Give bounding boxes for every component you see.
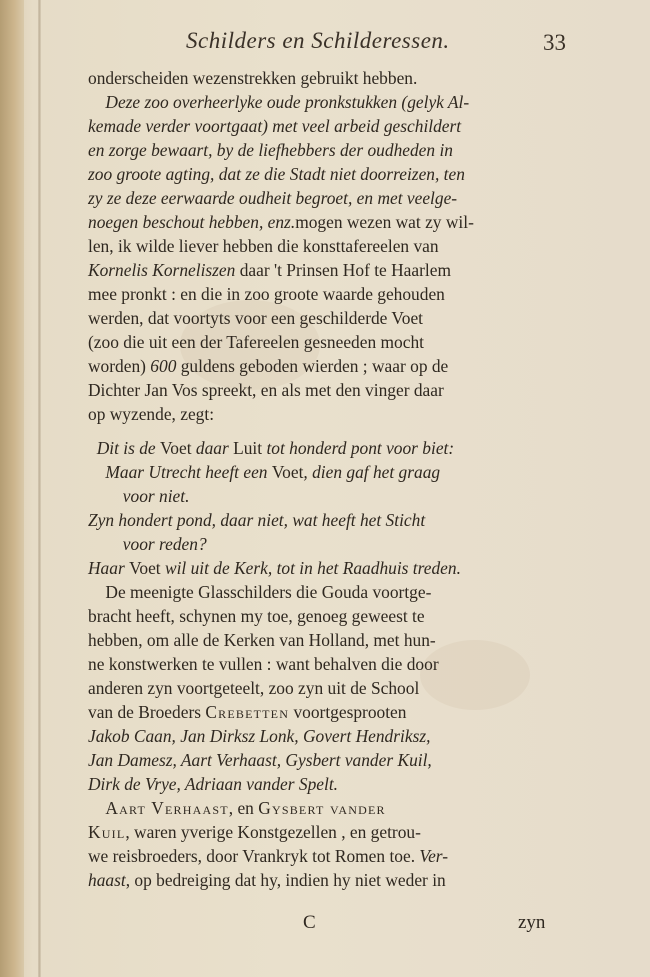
text-segment: Aart Verhaast <box>105 798 229 818</box>
text-segment: Ver- <box>419 846 449 866</box>
text-segment: daar 't Prinsen Hof te Haarlem <box>235 260 451 280</box>
text-line <box>88 162 566 186</box>
text-segment: mee pronkt : en die in zoo groote waarde gehouden <box>88 284 445 304</box>
text-line <box>88 604 566 628</box>
text-segment: haast <box>88 870 126 890</box>
running-head: Schilders en Schilderessen. <box>186 28 450 53</box>
text-segment: Voet <box>129 558 161 578</box>
line-gap <box>88 426 566 436</box>
text-segment: voortgesprooten <box>289 702 407 722</box>
text-segment: voor reden? <box>88 534 207 554</box>
text-segment: anderen zyn voortgeteelt, zoo zyn uit de School <box>88 678 420 698</box>
text-line <box>88 138 566 162</box>
text-line <box>88 402 566 426</box>
text-line <box>88 556 566 580</box>
text-line <box>88 844 566 868</box>
text-segment: bracht heeft, schynen my toe, genoeg geweest te <box>88 606 425 626</box>
text-line <box>88 66 566 90</box>
text-segment: Dichter Jan Vos spreekt, en als met den vinger daar <box>88 380 444 400</box>
text-line <box>88 724 566 748</box>
text-line <box>88 114 566 138</box>
text-segment: werden, dat voortyts voor een geschilderde Voet <box>88 308 423 328</box>
text-line <box>88 748 566 772</box>
text-segment: tot honderd pont voor biet: <box>262 438 455 458</box>
text-line <box>88 532 566 556</box>
text-line <box>88 306 566 330</box>
text-line <box>88 676 566 700</box>
text-segment: wil uit de Kerk, tot in het Raadhuis treden. <box>160 558 461 578</box>
text-segment: kemade verder voortgaat) met veel arbeid geschildert <box>88 116 462 136</box>
text-segment: en zorge bewaart, by de liefhebbers der oudheden in <box>88 140 453 160</box>
text-segment: hebben, om alle de Kerken van Holland, met hun- <box>88 630 436 650</box>
text-segment: (zoo die uit een der Tafereelen gesneeden mocht <box>88 332 424 352</box>
text-line <box>88 378 566 402</box>
text-segment: Crebetten <box>205 702 290 722</box>
text-segment: voor niet. <box>88 486 190 506</box>
text-line <box>88 330 566 354</box>
text-segment: Gysbert vander <box>258 798 386 818</box>
text-line <box>88 234 566 258</box>
text-segment: Voet <box>271 462 304 482</box>
text-line <box>88 460 566 484</box>
page-gutter <box>0 0 24 977</box>
gutter-shadow <box>38 0 41 977</box>
text-segment <box>88 798 105 818</box>
text-line <box>88 700 566 724</box>
text-line <box>88 652 566 676</box>
text-segment: op wyzende, zegt: <box>88 404 215 424</box>
text-segment: Kornelis Korneliszen <box>88 260 236 280</box>
text-segment: Haar <box>88 558 130 578</box>
text-segment: , waren yverige Konstgezellen , en getrou- <box>125 822 421 842</box>
page-header <box>0 28 650 64</box>
text-segment: 600 <box>150 356 177 376</box>
text-segment: Kuil <box>88 822 126 842</box>
text-segment: van de Broeders <box>88 702 206 722</box>
text-segment: zy ze deze eerwaarde oudheit begroet, en met veelge- <box>88 188 458 208</box>
text-segment: Maar Utrecht heeft een <box>88 462 272 482</box>
text-segment: Dit is de <box>88 438 160 458</box>
text-line <box>88 282 566 306</box>
text-line <box>88 186 566 210</box>
text-segment: De meenigte Glasschilders die Gouda voortge- <box>88 582 432 602</box>
text-line <box>88 508 566 532</box>
catchword: zyn <box>518 912 546 933</box>
text-line <box>88 354 566 378</box>
text-segment: we reisbroeders, door Vrankryk tot Romen toe. <box>88 846 420 866</box>
text-segment: ne konstwerken te vullen : want behalven die door <box>88 654 439 674</box>
body-text <box>88 66 566 892</box>
text-segment: , en <box>228 798 259 818</box>
text-segment: , op bedreiging dat hy, indien hy niet weder in <box>125 870 446 890</box>
text-segment: Zyn hondert pond, daar niet, wat heeft het Sticht <box>88 510 426 530</box>
text-line <box>88 772 566 796</box>
text-segment: Jan Damesz, Aart Verhaast, Gysbert vander Kuil, <box>88 750 432 770</box>
text-line <box>88 796 566 820</box>
text-segment: Dirk de Vrye, Adriaan vander Spelt. <box>88 774 339 794</box>
text-line <box>88 90 566 114</box>
text-line <box>88 628 566 652</box>
text-segment: Luit <box>233 438 263 458</box>
text-segment: noegen beschout hebben, enz. <box>88 212 296 232</box>
text-segment: mogen wezen wat zy wil- <box>295 212 474 232</box>
text-segment: zoo groote agting, dat ze die Stadt niet doorreizen, ten <box>88 164 465 184</box>
text-line <box>88 484 566 508</box>
text-segment: onderscheiden wezenstrekken gebruikt hebben. <box>88 68 418 88</box>
text-segment: , dien gaf het graag <box>303 462 441 482</box>
text-line <box>88 258 566 282</box>
text-line <box>88 436 566 460</box>
page-number: 33 <box>543 30 566 55</box>
signature-mark: C <box>303 912 316 933</box>
text-line <box>88 868 566 892</box>
text-segment: Voet <box>159 438 192 458</box>
text-segment: daar <box>191 438 234 458</box>
text-line <box>88 580 566 604</box>
text-line <box>88 210 566 234</box>
text-segment: worden) <box>88 356 151 376</box>
text-segment: Jakob Caan, Jan Dirksz Lonk, Govert Hendriksz, <box>88 726 431 746</box>
text-segment: guldens geboden wierden ; waar op de <box>176 356 449 376</box>
text-line <box>88 820 566 844</box>
text-segment: Deze zoo overheerlyke oude pronkstukken (gelyk Al- <box>88 92 470 112</box>
text-segment: len, ik wilde liever hebben die konsttafereelen van <box>88 236 439 256</box>
